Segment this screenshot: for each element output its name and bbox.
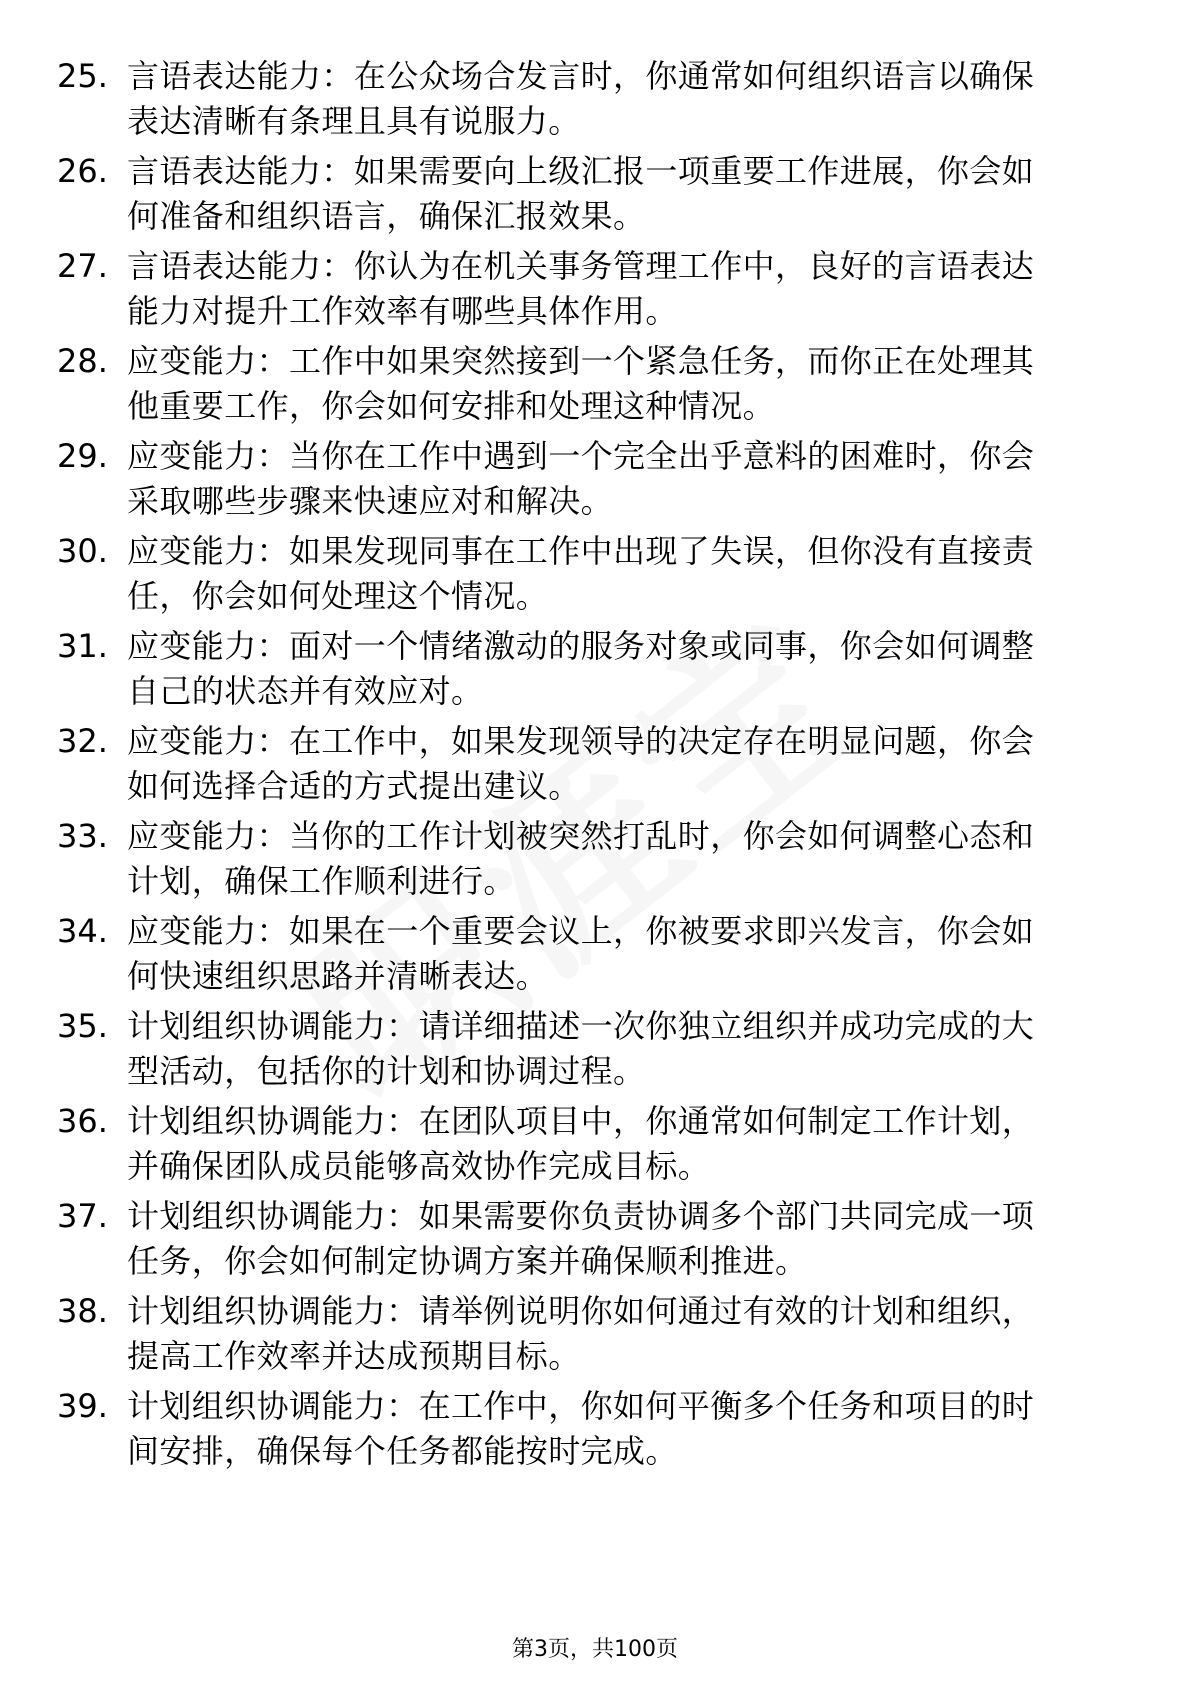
question-text: 应变能力：在工作中，如果发现领导的决定存在明显问题，你会 如何选择合适的方式提出建议。 xyxy=(127,722,1035,805)
question-number: 29. xyxy=(57,437,108,475)
question-item xyxy=(57,529,1117,619)
question-number: 25. xyxy=(57,57,108,95)
question-text: 应变能力：工作中如果突然接到一个紧急任务，而你正在处理其 他重要工作，你会如何安排和处理这种情况。 xyxy=(127,342,1035,425)
question-number: 33. xyxy=(57,817,108,855)
question-item xyxy=(57,1004,1117,1094)
question-text: 计划组织协调能力：请举例说明你如何通过有效的计划和组织， 提高工作效率并达成预期目标。 xyxy=(127,1292,1035,1375)
question-text: 言语表达能力：在公众场合发言时，你通常如何组织语言以确保 表达清晰有条理且具有说服力。 xyxy=(127,57,1035,140)
question-text: 计划组织协调能力：在团队项目中，你通常如何制定工作计划， 并确保团队成员能够高效协作完成目标。 xyxy=(127,1102,1035,1185)
question-text: 言语表达能力：你认为在机关事务管理工作中，良好的言语表达 能力对提升工作效率有哪些具体作用。 xyxy=(127,247,1035,330)
question-number: 30. xyxy=(57,532,108,570)
question-text: 应变能力：如果在一个重要会议上，你被要求即兴发言，你会如 何快速组织思路并清晰表达。 xyxy=(127,912,1035,995)
question-number: 37. xyxy=(57,1197,108,1235)
question-number: 36. xyxy=(57,1102,108,1140)
question-text: 应变能力：如果发现同事在工作中出现了失误，但你没有直接责 任，你会如何处理这个情况。 xyxy=(127,532,1035,615)
question-text: 计划组织协调能力：如果需要你负责协调多个部门共同完成一项 任务，你会如何制定协调方案并确保顺利推进。 xyxy=(127,1197,1035,1280)
question-text: 计划组织协调能力：请详细描述一次你独立组织并成功完成的大 型活动，包括你的计划和协调过程。 xyxy=(127,1007,1035,1090)
question-text: 言语表达能力：如果需要向上级汇报一项重要工作进展，你会如 何准备和组织语言，确保汇报效果。 xyxy=(127,152,1035,235)
question-item xyxy=(57,149,1117,239)
question-item xyxy=(57,814,1117,904)
question-item xyxy=(57,339,1117,429)
question-item xyxy=(57,719,1117,809)
page-footer: 第3页，共100页 xyxy=(512,1637,678,1662)
question-number: 26. xyxy=(57,152,108,190)
question-number: 28. xyxy=(57,342,108,380)
question-item xyxy=(57,1099,1117,1189)
question-item xyxy=(57,1194,1117,1284)
question-number: 39. xyxy=(57,1387,108,1425)
question-number: 27. xyxy=(57,247,108,285)
question-number: 38. xyxy=(57,1292,108,1330)
question-item xyxy=(57,434,1117,524)
question-item xyxy=(57,1384,1117,1474)
question-item xyxy=(57,624,1117,714)
question-text: 计划组织协调能力：在工作中，你如何平衡多个任务和项目的时 间安排，确保每个任务都能按时完成。 xyxy=(127,1387,1035,1470)
question-number: 32. xyxy=(57,722,108,760)
question-text: 应变能力：当你的工作计划被突然打乱时，你会如何调整心态和 计划，确保工作顺利进行。 xyxy=(127,817,1035,900)
question-item xyxy=(57,909,1117,999)
question-number: 34. xyxy=(57,912,108,950)
question-text: 应变能力：当你在工作中遇到一个完全出乎意料的困难时，你会 采取哪些步骤来快速应对和解决。 xyxy=(127,437,1035,520)
question-item xyxy=(57,54,1117,144)
question-item xyxy=(57,244,1117,334)
question-number: 31. xyxy=(57,627,108,665)
question-number: 35. xyxy=(57,1007,108,1045)
question-text: 应变能力：面对一个情绪激动的服务对象或同事，你会如何调整 自己的状态并有效应对。 xyxy=(127,627,1035,710)
question-item xyxy=(57,1289,1117,1379)
